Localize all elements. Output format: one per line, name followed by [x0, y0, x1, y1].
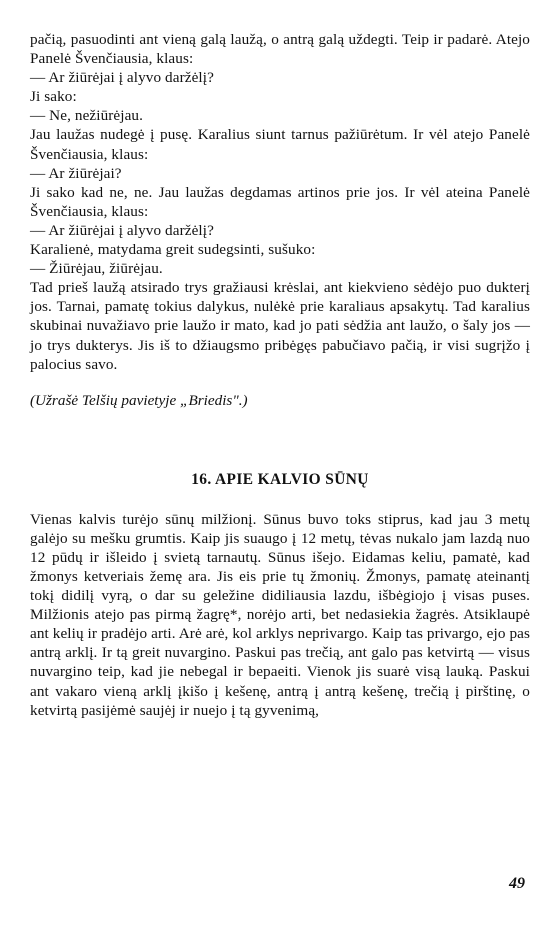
paragraph: Jau laužas nudegė į pusę. Karalius siunt tarnus pažiūrėtum. Ir vėl atejo Panelė Švenčiausia, klaus:	[30, 126, 530, 163]
text-line: Ji sako:	[30, 88, 77, 106]
dialogue-line: — Ar žiūrėjai į alyvo daržėlį?	[30, 69, 214, 87]
source-note: (Užrašė Telšių pavietyje „Briedis".)	[30, 391, 248, 409]
chapter-paragraph: Vienas kalvis turėjo sūnų milžionį. Sūnus buvo toks stiprus, kad jau 3 metų galėjo su mešku grumtis. Kaip jis suaugo į 12 metų, tėvas nukalo jam lazdą nuo 12 pūdų ir išleido į svietą tarnautų. Sūnus išejo. Eidamas keliu, pamatė, kad žmonys ketveriais žemę ara. Jis eis prie tų žmonių. Žmonys, pamatę ateinantį tokį didilį vyrą, o dar su geležine didiliausia lazdu, išbėgiojo į visas puses. Milžionis atejo pas pirmą žagrę*, norėjo arti, bet nedasiekia žagrės. Atsiklaupė ant kelių ir pradėjo arti. Arė arė, kol arklys neprivargo. Kaip tas privargo, ejo pas antrą arklį. Ir tą greit nuvargino. Paskui pas trečią, ant galo pas ketvirtą — visus nuvargino teip, kad jie nebegal ir bepaeiti. Vienok jis suarė visą lauką. Paskui ant vakaro vieną arklį įkišo į kešenę, antrą į antrą kešenę, trečią į pirštinę, o ketvirtą pasijėmė saujėj ir nuejo į tą gyvenimą,	[30, 510, 530, 719]
dialogue-line: — Ar žiūrėjai?	[30, 164, 122, 182]
dialogue-line: — Ar žiūrėjai į alyvo daržėlį?	[30, 221, 214, 239]
chapter-heading: 16. APIE KALVIO SŪNŲ	[191, 470, 369, 488]
paragraph: Ji sako kad ne, ne. Jau laužas degdamas artinos prie jos. Ir vėl ateina Panelė Švenčiausia, klaus:	[30, 183, 530, 220]
text-line: Karalienė, matydama greit sudegsinti, sušuko:	[30, 241, 316, 259]
dialogue-line: — Ne, nežiūrėjau.	[30, 107, 144, 125]
paragraph-continued: pačią, pasuodinti ant vieną galą laužą, o antrą galą uždegti. Teip ir padarė. Atejo Panelė Švenčiausia, klaus:	[30, 31, 530, 68]
dialogue-line: — Žiūrėjau, žiūrėjau.	[30, 260, 163, 278]
book-page	[30, 30, 530, 720]
page-number: 49	[509, 875, 525, 892]
paragraph: Tad prieš laužą atsirado trys gražiausi krėslai, ant kiekvieno sėdėjo puo dukterį jos. Tarnai, pamatę tokius dalykus, nulėkė prie karaliaus apsakytų. Tad karalius skubinai nuvažiavo prie laužo ir mato, kad jo pati sėdžia ant laužo, o šaly jos — jo trys dukterys. Jis iš to džiaugsmo pribėgęs pabučiavo pačią, ir visi sugrįžo į palocius savo.	[30, 279, 530, 373]
